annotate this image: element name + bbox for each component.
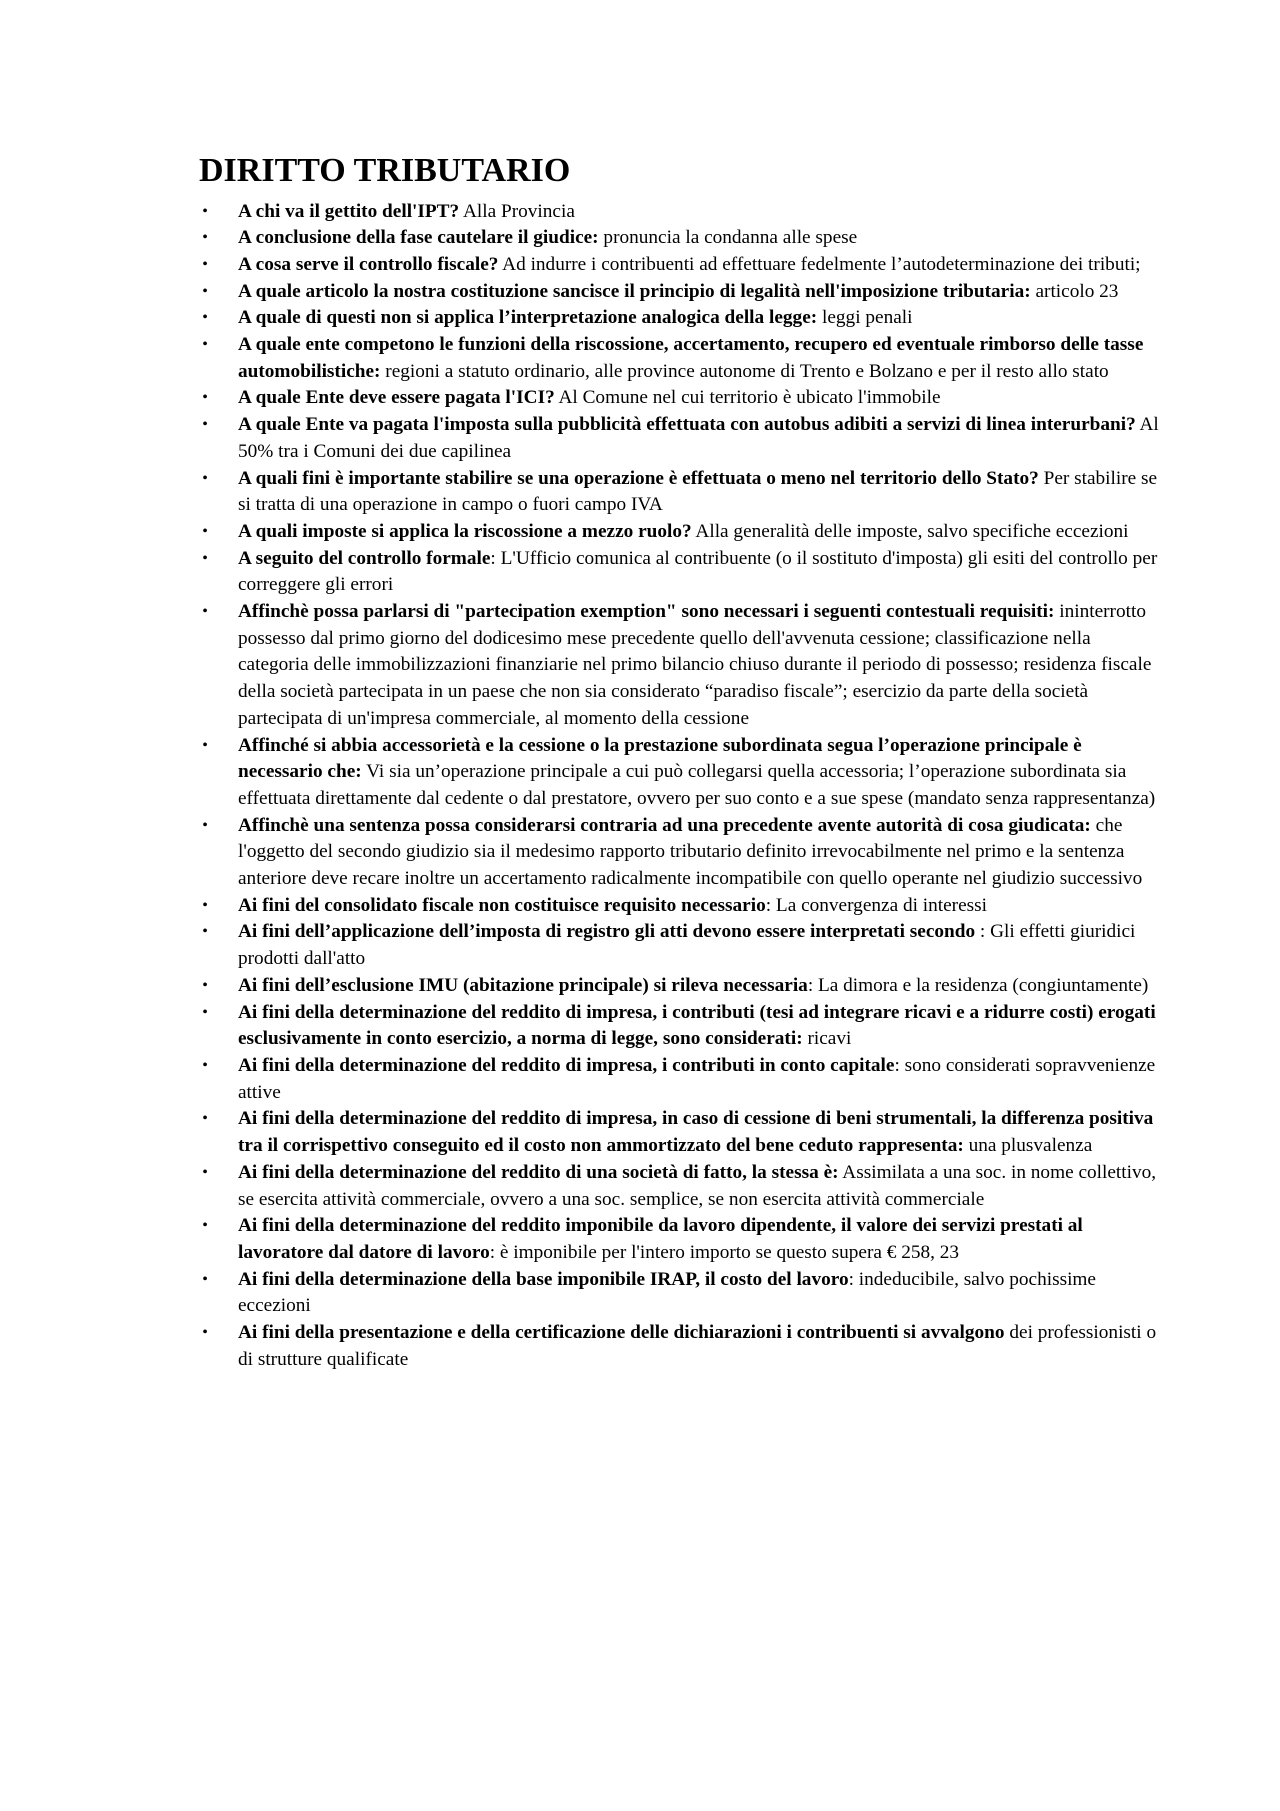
- answer-text: Al Comune nel cui territorio è ubicato l'immobile: [554, 387, 941, 409]
- answer-text: leggi penali: [817, 307, 913, 329]
- answer-text: Alla generalità delle imposte, salvo specifiche eccezioni: [691, 520, 1129, 542]
- answer-text: articolo 23: [1030, 280, 1119, 302]
- list-item: [199, 199, 1159, 226]
- bullet-icon: •: [202, 1324, 208, 1342]
- bullet-icon: •: [202, 469, 208, 487]
- bullet-icon: •: [202, 816, 208, 834]
- question-text: A quale Ente va pagata l'imposta sulla pubblicità effettuata con autobus adibiti a servizi di linea interurbani?: [238, 414, 1136, 436]
- bullet-icon: •: [202, 1003, 208, 1021]
- list-item: [199, 1160, 1159, 1213]
- answer-text: ricavi: [802, 1028, 852, 1050]
- answer-text: : La dimora e la residenza (congiuntamente): [807, 974, 1149, 996]
- list-item: [199, 1000, 1159, 1053]
- qa-list: [199, 199, 1159, 1374]
- answer-text: che l'oggetto del secondo giudizio sia il medesimo rapporto tributario definito irrevocabilmente nel primo e la sentenza anteriore deve recare inoltre un accertamento radicalmente incompatibile con quello operante nel giudizio successivo: [238, 814, 1143, 890]
- answer-text: : è imponibile per l'intero importo se questo supera € 258, 23: [489, 1241, 960, 1263]
- list-item: [199, 919, 1159, 972]
- answer-text: Ad indurre i contribuenti ad effettuare fedelmente l’autodeterminazione dei tributi;: [498, 253, 1141, 275]
- question-text: Ai fini della determinazione del reddito di impresa, i contributi (tesi ad integrare ricavi e a ridurre costi) erogati esclusivamente in conto esercizio, a norma di legge, sono considerati:: [238, 1001, 1156, 1050]
- question-text: A quale articolo la nostra costituzione sancisce il principio di legalità nell'imposizione tributaria:: [238, 280, 1031, 302]
- question-text: Affinché si abbia accessorietà e la cessione o la prestazione subordinata segua l’operazione principale è necessario che:: [238, 734, 1082, 783]
- bullet-icon: •: [202, 603, 208, 621]
- list-item: [199, 519, 1159, 546]
- answer-text: : La convergenza di interessi: [765, 894, 988, 916]
- bullet-icon: •: [202, 1270, 208, 1288]
- list-item: [199, 546, 1159, 599]
- question-text: Ai fini della determinazione del reddito di impresa, in caso di cessione di beni strumentali, la differenza positiva tra il corrispettivo conseguito ed il costo non ammortizzato del bene ceduto rappresenta:: [238, 1108, 1154, 1157]
- answer-text: : sono considerati sopravvenienze attive: [238, 1055, 1156, 1103]
- list-item: [199, 412, 1159, 465]
- question-text: A conclusione della fase cautelare il giudice:: [238, 227, 599, 249]
- question-text: Ai fini della determinazione della base imponibile IRAP, il costo del lavoro: [238, 1268, 849, 1290]
- question-text: Ai fini dell’applicazione dell’imposta di registro gli atti devono essere interpretati secondo: [238, 921, 976, 943]
- question-text: A quale ente competono le funzioni della riscossione, accertamento, recupero ed eventuale rimborso delle tasse automobilistiche:: [238, 334, 1144, 382]
- list-item: [199, 1267, 1159, 1320]
- document-page: [199, 150, 1159, 1373]
- bullet-icon: •: [202, 522, 208, 540]
- question-text: A cosa serve il controllo fiscale?: [238, 253, 499, 275]
- question-text: A quali fini è importante stabilire se una operazione è effettuata o meno nel territorio dello Stato?: [238, 467, 1039, 489]
- list-item: [199, 225, 1159, 252]
- bullet-icon: •: [202, 1057, 208, 1074]
- bullet-icon: •: [202, 1163, 208, 1181]
- question-text: Ai fini della determinazione del reddito di una società di fatto, la stessa è:: [238, 1161, 839, 1183]
- bullet-icon: •: [202, 896, 208, 914]
- answer-text: Vi sia un’operazione principale a cui può collegarsi quella accessoria; l’operazione subordinata sia effettuata direttamente dal cedente o dal prestatore, ovvero per suo conto e a sue spese (mandato senza rappresentanza): [238, 761, 1156, 809]
- question-text: A quale di questi non si applica l’interpretazione analogica della legge:: [238, 307, 818, 329]
- list-item: [199, 973, 1159, 1000]
- list-item: [199, 332, 1159, 385]
- bullet-icon: •: [202, 1110, 208, 1128]
- list-item: [199, 252, 1159, 279]
- bullet-icon: •: [202, 976, 208, 994]
- bullet-icon: •: [202, 255, 208, 273]
- bullet-icon: •: [202, 1217, 208, 1235]
- list-item: [199, 813, 1159, 893]
- question-text: Ai fini della determinazione del reddito imponibile da lavoro dipendente, il valore dei servizi prestati al lavoratore dal datore di lavoro: [238, 1215, 1083, 1263]
- answer-text: : Gli effetti giuridici prodotti dall'atto: [238, 921, 1136, 970]
- list-item: [199, 466, 1159, 519]
- list-item: [199, 385, 1159, 412]
- question-text: Ai fini dell’esclusione IMU (abitazione principale) si rileva necessaria: [238, 974, 808, 996]
- list-item: [199, 279, 1159, 306]
- answer-text: regioni a statuto ordinario, alle province autonome di Trento e Bolzano e per il resto allo stato: [380, 360, 1109, 382]
- answer-text: una plusvalenza: [963, 1135, 1093, 1157]
- bullet-icon: •: [202, 416, 208, 434]
- document-title: DIRITTO TRIBUTARIO: [199, 152, 571, 189]
- list-item: [199, 1106, 1159, 1159]
- list-item: [199, 1053, 1159, 1106]
- bullet-icon: •: [202, 309, 208, 327]
- list-item: [199, 733, 1159, 813]
- answer-text: Alla Provincia: [459, 200, 575, 222]
- list-item: [199, 1213, 1159, 1266]
- question-text: A quali imposte si applica la riscossione a mezzo ruolo?: [238, 520, 692, 542]
- list-item: [199, 1320, 1159, 1373]
- answer-text: : indeducibile, salvo pochissime eccezioni: [238, 1268, 1096, 1317]
- bullet-icon: •: [202, 389, 208, 407]
- question-text: A chi va il gettito dell'IPT?: [238, 200, 460, 222]
- answer-text: dei professionisti o di strutture qualificate: [238, 1322, 1157, 1370]
- bullet-icon: •: [202, 549, 208, 567]
- list-item: [199, 305, 1159, 332]
- answer-text: pronuncia la condanna alle spese: [598, 227, 858, 249]
- question-text: A quale Ente deve essere pagata l'ICI?: [238, 387, 555, 409]
- answer-text: Assimilata a una soc. in nome collettivo, se esercita attività commerciale, ovvero a una soc. semplice, se non esercita attività commerciale: [238, 1161, 1157, 1210]
- bullet-icon: •: [202, 282, 208, 300]
- answer-text: : L'Ufficio comunica al contribuente (o il sostituto d'imposta) gli esiti del controllo per correggere gli errori: [238, 547, 1158, 596]
- question-text: A seguito del controllo formale: [238, 547, 491, 569]
- bullet-icon: •: [202, 202, 208, 220]
- question-text: Ai fini della determinazione del reddito di impresa, i contributi in conto capitale: [238, 1055, 895, 1076]
- list-item: [199, 599, 1159, 733]
- answer-text: Al 50% tra i Comuni dei due capilinea: [238, 414, 1159, 462]
- question-text: Affinchè una sentenza possa considerarsi contraria ad una precedente avente autorità di cosa giudicata:: [238, 814, 1091, 836]
- bullet-icon: •: [202, 336, 208, 354]
- list-item: [199, 893, 1159, 920]
- question-text: Affinchè possa parlarsi di "partecipation exemption" sono necessari i seguenti contestuali requisiti:: [238, 601, 1055, 623]
- answer-text: Per stabilire se si tratta di una operazione in campo o fuori campo IVA: [238, 467, 1158, 516]
- question-text: Ai fini della presentazione e della certificazione delle dichiarazioni i contribuenti si avvalgono: [238, 1322, 1005, 1344]
- answer-text: ininterrotto possesso dal primo giorno del dodicesimo mese precedente quello dell'avvenuta cessione; classificazione nella categoria delle immobilizzazioni finanziarie nel primo bilancio chiuso durante il periodo di possesso; residenza fiscale della società partecipata in un paese che non sia considerato “paradiso fiscale”; esercizio da parte della società partecipata di un'impresa commerciale, al momento della cessione: [238, 601, 1152, 729]
- bullet-icon: •: [202, 923, 208, 941]
- question-text: Ai fini del consolidato fiscale non costituisce requisito necessario: [238, 894, 766, 916]
- bullet-icon: •: [202, 229, 208, 247]
- bullet-icon: •: [202, 736, 208, 754]
